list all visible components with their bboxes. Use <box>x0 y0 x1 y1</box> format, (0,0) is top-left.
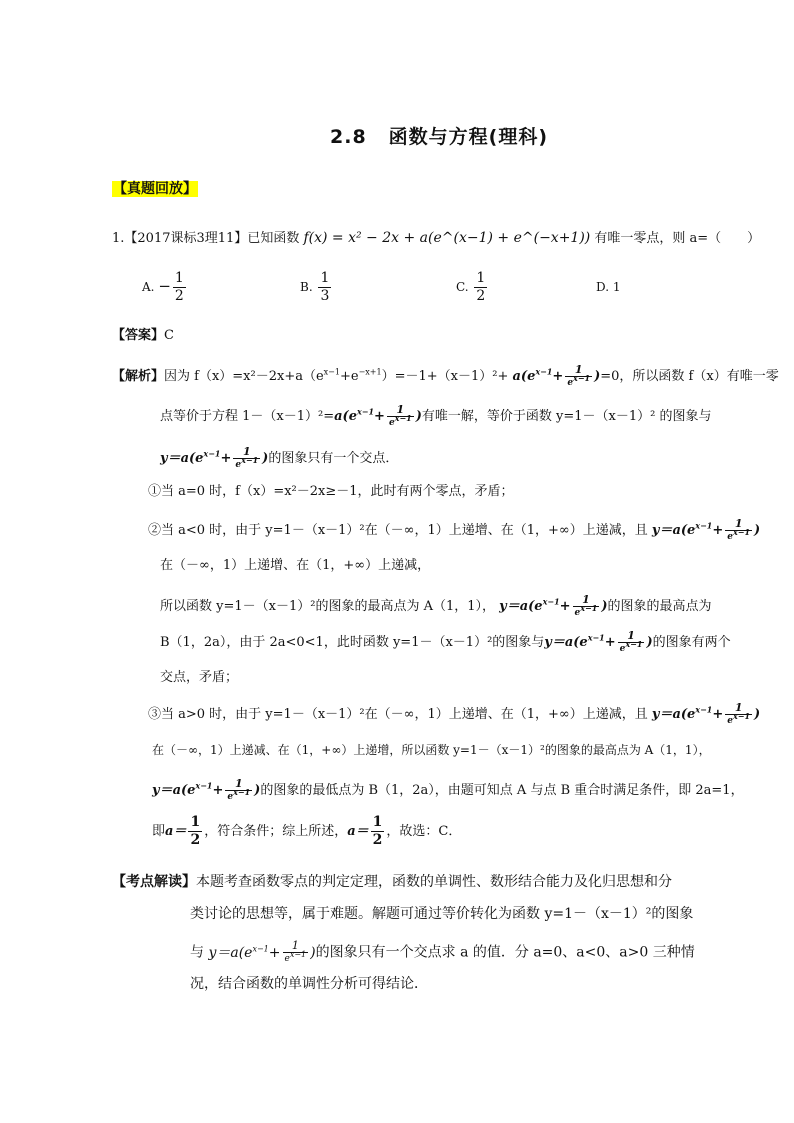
frac-num: 1 <box>574 363 583 376</box>
exp-sup: x−1 <box>695 520 713 531</box>
exp-sup: x−1 <box>732 711 751 721</box>
exp-sup: x−1 <box>535 366 553 377</box>
kaodian-line-1 <box>112 872 672 892</box>
frac-e: e <box>574 608 581 618</box>
option-a <box>142 270 188 305</box>
page-title <box>330 122 548 149</box>
case2-a-text: ②当 a<0 时，由于 y=1－（x－1）²在（－∞，1）上递增、在（1，+∞）上递减，且 <box>148 523 648 538</box>
exp-sup: −x+1 <box>358 367 382 377</box>
frac-e: e <box>567 378 574 388</box>
expr-i <box>208 939 316 964</box>
expr-frac <box>725 702 752 727</box>
exp-sup: x−1 <box>241 455 259 465</box>
question-source: 【2017课标3理11】 <box>124 231 248 246</box>
exp-sup: x−1 <box>573 373 591 383</box>
half-den: 2 <box>190 832 201 848</box>
analysis-line2-a: 点等价于方程 1－（x－1）²= <box>160 409 335 424</box>
case2-d2-text: 的图象有两个 <box>652 635 731 650</box>
expr-frac <box>283 940 309 965</box>
frac-num: 1 <box>234 777 243 790</box>
exp-sup: x−1 <box>695 704 713 715</box>
answer-label: 【答案】 <box>112 328 165 343</box>
expr-plus: + <box>268 944 281 961</box>
expr-plus: + <box>712 707 724 722</box>
review-tag <box>112 178 198 198</box>
frac-e: e <box>727 532 733 542</box>
option-a-den: 2 <box>174 288 184 304</box>
analysis-case-3-c <box>152 778 744 803</box>
case3-a-text: ③当 a>0 时，由于 y=1－（x－1）²在（－∞，1）上递增、在（1，+∞）上递减，且 <box>148 707 648 722</box>
expr-frac <box>573 594 600 619</box>
answer-value: C <box>164 328 174 343</box>
case2-c1-text: 所以函数 y=1－（x－1）²的图象的最高点为 A（1，1）， <box>160 599 496 614</box>
exp-sup: x−1 <box>195 780 213 791</box>
option-b-letter: B. <box>300 280 313 294</box>
analysis-case-2-d <box>160 630 731 655</box>
y-eq: y＝ <box>651 523 673 538</box>
frac-den <box>225 787 252 803</box>
expr-open: a(e <box>334 409 357 424</box>
exp-sup: x−1 <box>732 527 751 537</box>
y-eq: y＝ <box>160 451 181 466</box>
expr-close: ) <box>601 599 608 614</box>
kaodian-line1-text: 本题考查函数零点的判定定理，函数的单调性、数形结合能力及化归思想和分 <box>196 874 672 890</box>
frac-e: e <box>388 418 395 428</box>
frac-num: 1 <box>396 403 405 416</box>
frac-num: 1 <box>734 517 743 530</box>
expr-open: a(e <box>672 523 696 538</box>
analysis-line-2 <box>160 404 711 429</box>
analysis-label: 【解析】 <box>112 369 165 384</box>
case3-d1-text: 即 <box>152 824 166 839</box>
expr-close: ) <box>754 707 761 722</box>
case3-d3-text: ，故选：C． <box>386 824 462 839</box>
expr-frac <box>387 404 414 429</box>
option-b-fraction <box>318 270 331 305</box>
frac-e: e <box>284 954 290 964</box>
option-b <box>300 270 333 305</box>
question-stem <box>112 228 760 249</box>
kaodian-line3-b: 的图象只有一个交点求 a 的值．分 a=0、a<0、a>0 三种情 <box>315 944 695 961</box>
analysis-case-2-c <box>160 594 712 619</box>
expr-frac <box>725 518 752 543</box>
option-c-num: 1 <box>476 270 486 286</box>
case2-d1-text: B（1，2a），由于 2a<0<1，此时函数 y=1－（x－1）²的图象与 <box>160 635 545 650</box>
exp-sup: x−1 <box>323 367 340 377</box>
analysis-line1-a: 因为 f（x）=x²－2x+a（e <box>164 369 324 384</box>
expr-close: ) <box>262 451 269 466</box>
frac-den <box>387 413 414 429</box>
expr-open: a(e <box>180 451 204 466</box>
expr-close: ) <box>415 409 422 424</box>
frac-den <box>725 527 752 543</box>
expr-open: a(e <box>672 707 696 722</box>
option-c-fraction <box>474 270 487 305</box>
case3-d2-text: ，符合条件；综上所述， <box>204 824 348 839</box>
expr-open: a(e <box>564 635 588 650</box>
option-c-letter: C. <box>456 280 469 294</box>
expr-g <box>651 701 761 726</box>
expr-b <box>334 403 422 428</box>
exp-sup: x−1 <box>356 406 375 417</box>
frac-den <box>283 952 309 965</box>
expr-plus: + <box>552 369 564 384</box>
expr-f <box>544 629 653 654</box>
y-eq: y＝ <box>208 944 231 961</box>
analysis-case-2-b: 在（－∞，1）上递增、在（1，+∞）上递减， <box>160 558 431 573</box>
case2-c2-text: 的图象的最高点为 <box>607 599 712 614</box>
question-formula: f(x) = x² − 2x + a(e^(x−1) + e^(−x+1)) <box>303 230 591 246</box>
option-c <box>456 270 489 305</box>
a-eq: a＝ <box>165 824 187 839</box>
exp-sup: x−1 <box>289 950 307 959</box>
analysis-line2-b: 有唯一解，等价于函数 y=1－（x－1）² 的图象与 <box>421 409 712 424</box>
half-fraction <box>371 814 385 849</box>
expr-frac <box>233 446 260 471</box>
frac-num: 1 <box>582 593 590 606</box>
expr-close: ) <box>594 369 601 384</box>
expr-e <box>499 593 608 618</box>
analysis-line3-b: 的图象只有一个交点． <box>268 451 399 466</box>
option-b-num: 1 <box>320 270 330 286</box>
question-number: 1. <box>112 231 125 246</box>
analysis-case-3-a <box>148 702 760 727</box>
frac-den <box>725 711 752 727</box>
frac-num: 1 <box>734 701 743 714</box>
exp-sup: x−1 <box>233 787 251 797</box>
a-eq: a＝ <box>347 824 369 839</box>
expr-open: a(e <box>172 783 196 798</box>
frac-e: e <box>227 792 234 802</box>
option-d-value: 1 <box>612 280 621 294</box>
kaodian-label: 【考点解读】 <box>112 874 196 890</box>
expr-plus: + <box>604 635 616 650</box>
question-stem-post: 有唯一零点，则 a=（ ） <box>594 231 761 246</box>
frac-e: e <box>619 644 626 654</box>
analysis-case-3-b: 在（－∞，1）上递减、在（1，+∞）上递增，所以函数 y=1－（x－1）²的图象的最高点为 A（1，1）， <box>152 743 711 757</box>
expr-plus: + <box>220 451 232 466</box>
expr-frac <box>565 364 592 389</box>
option-a-letter: A. <box>142 280 155 294</box>
answer <box>112 326 174 346</box>
option-b-den: 3 <box>320 288 330 304</box>
exp-sup: x−1 <box>252 943 269 953</box>
expr-close: ) <box>254 783 261 798</box>
option-a-fraction <box>173 270 186 305</box>
expr-frac <box>618 630 645 655</box>
kaodian-line-4: 况，结合函数的单调性分析可得结论． <box>190 976 428 992</box>
analysis-case-3-d <box>152 814 461 849</box>
exp-sup: x−1 <box>580 603 598 613</box>
frac-den <box>565 373 592 389</box>
kaodian-line-3 <box>190 940 695 965</box>
frac-e: e <box>235 460 242 470</box>
expr-close: ) <box>754 523 761 538</box>
option-a-num: 1 <box>174 270 184 286</box>
half-num: 1 <box>190 814 201 830</box>
analysis-case-2-e: 交点，矛盾； <box>160 670 239 685</box>
half-fraction <box>188 814 202 849</box>
expr-open: a(e <box>519 599 543 614</box>
section-number: 2.8 <box>330 126 367 148</box>
review-tag-label: 【真题回放】 <box>113 181 197 197</box>
expr-close: ) <box>646 635 653 650</box>
frac-e: e <box>727 716 733 726</box>
exp-sup: x−1 <box>625 639 643 649</box>
option-c-den: 2 <box>476 288 486 304</box>
frac-num: 1 <box>627 629 635 642</box>
option-a-sign: − <box>158 277 171 295</box>
exp-sup: x−1 <box>203 448 221 459</box>
exp-sup: x−1 <box>394 413 412 423</box>
y-eq: y＝ <box>651 707 673 722</box>
analysis-line-3 <box>160 446 398 471</box>
expr-plus: + <box>712 523 724 538</box>
section-title: 函数与方程(理科) <box>388 126 549 148</box>
expr-open: a(e <box>230 944 253 961</box>
y-eq: y＝ <box>544 635 565 650</box>
case3-c-text: 的图象的最低点为 B（1，2a），由题可知点 A 与点 B 重合时满足条件，即 2a=1， <box>260 783 744 798</box>
option-d-letter: D. <box>596 280 610 294</box>
y-eq: y＝ <box>499 599 520 614</box>
exp-sup: x−1 <box>542 596 560 607</box>
kaodian-line3-a: 与 <box>190 944 204 961</box>
analysis-line1-d: =0，所以函数 f（x）有唯一零 <box>600 369 779 384</box>
expr-close: ) <box>310 944 316 961</box>
expr-plus: + <box>559 599 571 614</box>
kaodian-line-2: 类讨论的思想等，属于难题。解题可通过等价转化为函数 y=1－（x－1）²的图象 <box>190 906 694 922</box>
exp-sup: x−1 <box>587 632 605 643</box>
frac-den <box>233 455 260 471</box>
analysis-line1-c: ）=－1+（x－1）²+ <box>381 369 509 384</box>
analysis-case-2-a <box>148 518 760 543</box>
expr-a <box>512 363 601 388</box>
expr-plus: + <box>212 783 224 798</box>
expr-d <box>651 517 761 542</box>
expr-open: a(e <box>512 369 536 384</box>
half-den: 2 <box>372 832 383 848</box>
half-num: 1 <box>372 814 383 830</box>
frac-den <box>573 603 600 619</box>
analysis-line1-b: +e <box>339 369 359 384</box>
analysis-line-1 <box>112 364 779 389</box>
expr-h <box>152 777 261 802</box>
analysis-case-1: ①当 a=0 时，f（x）=x²－2x≥－1，此时有两个零点，矛盾； <box>148 484 514 499</box>
frac-num: 1 <box>291 939 299 952</box>
expr-plus: + <box>374 409 385 424</box>
expr-frac <box>225 778 252 803</box>
question-stem-pre: 已知函数 <box>247 231 300 246</box>
frac-num: 1 <box>242 445 251 458</box>
frac-den <box>618 639 645 655</box>
expr-c <box>160 445 269 470</box>
option-d <box>596 280 620 294</box>
y-eq: y＝ <box>152 783 173 798</box>
